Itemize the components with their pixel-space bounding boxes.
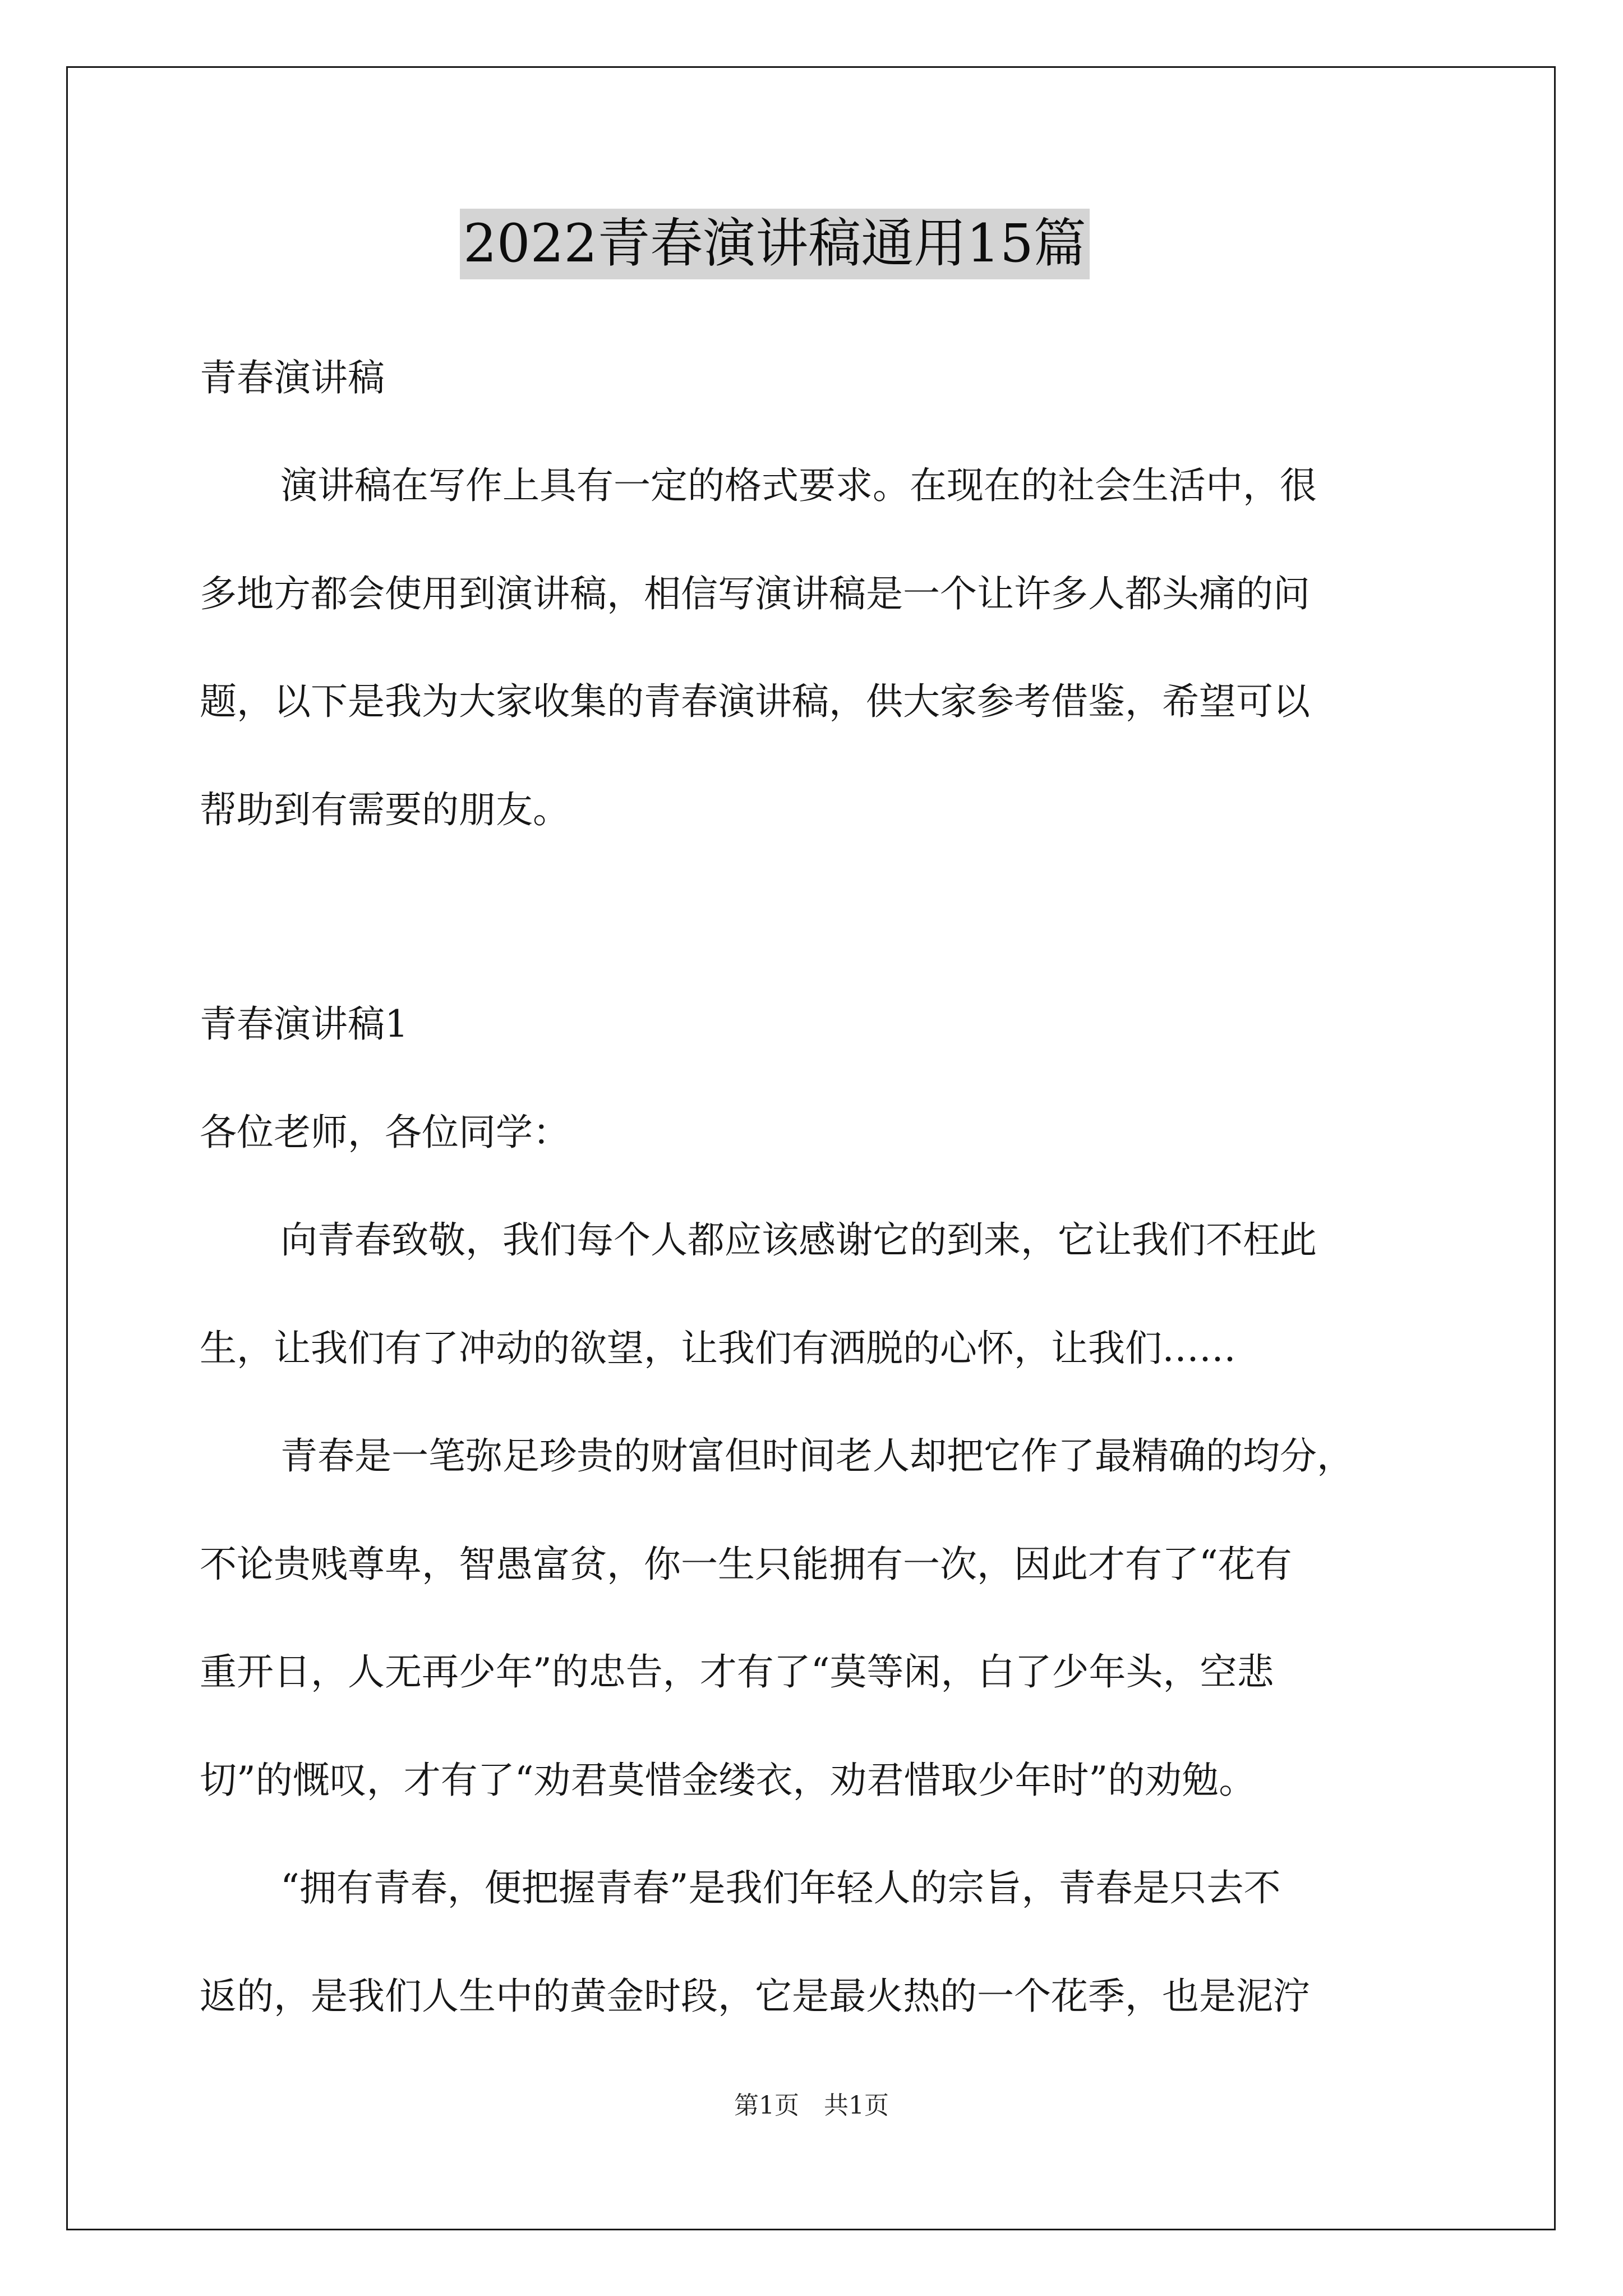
- paragraph-line: 演讲稿在写作上具有一定的格式要求。在现在的社会生活中，很: [280, 464, 1317, 507]
- document-title: 2022青春演讲稿通用15篇: [460, 209, 1090, 279]
- paragraph-line: 返的，是我们人生中的黄金时段，它是最火热的一个花季，也是泥泞: [200, 1975, 1310, 2018]
- paragraph-line: 多地方都会使用到演讲稿，相信写演讲稿是一个让许多人都头痛的问: [200, 572, 1310, 615]
- paragraph-line: 切”的慨叹，才有了“劝君莫惜金缕衣，劝君惜取少年时”的劝勉。: [200, 1759, 1256, 1802]
- page-number-footer: 第1页 共1页: [734, 2091, 889, 2120]
- paragraph-line: 重开日，人无再少年”的忠告，才有了“莫等闲，白了少年头，空悲: [200, 1650, 1274, 1694]
- paragraph-line: 生，让我们有了冲动的欲望，让我们有洒脱的心怀，让我们……: [200, 1327, 1236, 1370]
- salutation: 各位老师，各位同学：: [200, 1111, 570, 1154]
- section-heading: 青春演讲稿: [200, 356, 385, 399]
- paragraph-line: 帮助到有需要的朋友。: [200, 788, 570, 831]
- paragraph-line: 题，以下是我为大家收集的青春演讲稿，供大家参考借鉴，希望可以: [200, 680, 1310, 723]
- paragraph-line: 不论贵贱尊卑，智愚富贫，你一生只能拥有一次，因此才有了“花有: [200, 1543, 1292, 1586]
- paragraph-line: 向青春致敬，我们每个人都应该感谢它的到来，它让我们不枉此: [280, 1218, 1317, 1262]
- paragraph-line: 青春是一笔弥足珍贵的财富但时间老人却把它作了最精确的均分，: [280, 1434, 1354, 1478]
- paragraph-line: “拥有青春，便把握青春”是我们年轻人的宗旨，青春是只去不: [280, 1866, 1281, 1910]
- section-heading: 青春演讲稿1: [200, 1002, 408, 1046]
